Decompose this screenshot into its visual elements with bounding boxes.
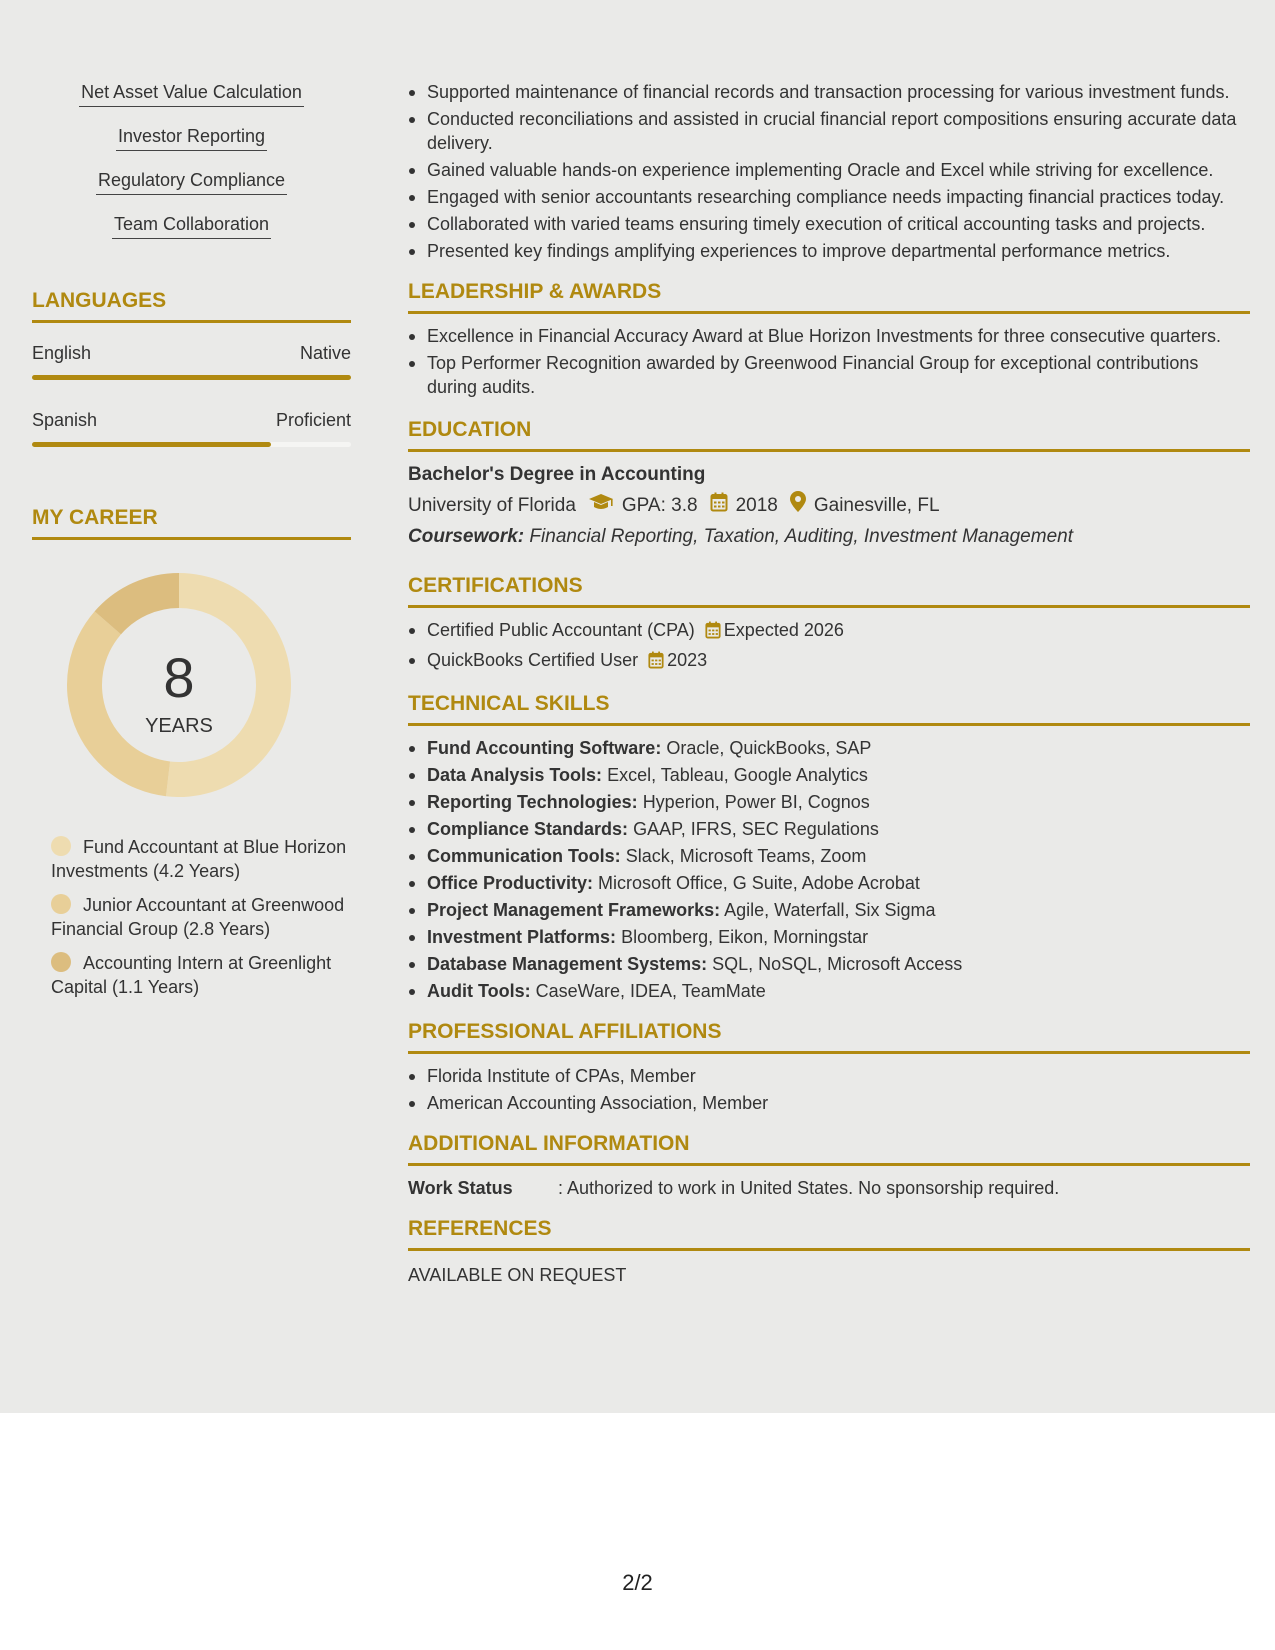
- technical-skills-section: [408, 691, 1250, 1003]
- technical-skill-value: SQL, NoSQL, Microsoft Access: [712, 954, 963, 974]
- skill-item: Net Asset Value Calculation: [79, 80, 304, 107]
- legend-dot-icon: [51, 836, 71, 856]
- language-item: [32, 343, 351, 380]
- language-row: [32, 410, 351, 431]
- skill-row: [32, 80, 351, 124]
- award-item: Excellence in Financial Accuracy Award at Blue Horizon Investments for three consecutive quarters.: [427, 324, 1250, 348]
- career-legend-item: [32, 951, 351, 999]
- certification-name: QuickBooks Certified User: [427, 650, 639, 670]
- affiliation-item: American Accounting Association, Member: [427, 1091, 1250, 1115]
- language-level-fill: [32, 442, 271, 447]
- technical-skill-value: Microsoft Office, G Suite, Adobe Acrobat: [598, 873, 920, 893]
- certification-date: 2023: [667, 650, 708, 670]
- certification-item: [427, 648, 1250, 675]
- leadership-section: [408, 279, 1250, 399]
- coursework-label: Coursework:: [408, 526, 525, 547]
- school-location: Gainesville, FL: [813, 495, 940, 516]
- graduation-cap-icon: [588, 492, 614, 520]
- language-level: Native: [299, 343, 351, 363]
- technical-skill-label: Fund Accounting Software:: [427, 738, 662, 758]
- technical-skills-list: [408, 736, 1250, 1003]
- career-section: [32, 505, 351, 999]
- skill-row: [32, 212, 351, 256]
- technical-skill-item: [427, 763, 1250, 787]
- language-name: English: [32, 343, 92, 363]
- work-status-value: : Authorized to work in United States. No sponsorship required.: [558, 1178, 1060, 1198]
- career-legend: [32, 835, 351, 999]
- technical-skill-value: Hyperion, Power BI, Cognos: [642, 792, 870, 812]
- additional-info-heading: ADDITIONAL INFORMATION: [408, 1131, 1250, 1166]
- certifications-heading: CERTIFICATIONS: [408, 573, 1250, 608]
- page-number: 2/2: [622, 1570, 653, 1595]
- career-total-years: 8: [163, 646, 195, 709]
- technical-skill-item: [427, 817, 1250, 841]
- technical-skill-item: [427, 871, 1250, 895]
- career-heading: MY CAREER: [32, 505, 351, 540]
- left-column: [32, 80, 351, 1009]
- legend-dot-icon: [51, 894, 71, 914]
- references-heading: REFERENCES: [408, 1216, 1250, 1251]
- location-pin-icon: [790, 491, 806, 521]
- right-column: [408, 80, 1250, 1287]
- language-level-bar: [32, 375, 351, 380]
- education-details: [408, 491, 1250, 521]
- calendar-icon: [710, 492, 728, 521]
- technical-skill-label: Data Analysis Tools:: [427, 765, 603, 785]
- experience-bullet: Supported maintenance of financial records and transaction processing for various investment funds.: [427, 80, 1250, 104]
- technical-skill-value: Agile, Waterfall, Six Sigma: [724, 900, 936, 920]
- technical-skill-item: [427, 790, 1250, 814]
- languages-section: [32, 288, 351, 447]
- technical-skill-value: Slack, Microsoft Teams, Zoom: [625, 846, 867, 866]
- references-section: [408, 1216, 1250, 1287]
- career-donut-slice: [67, 611, 170, 796]
- technical-skill-value: GAAP, IFRS, SEC Regulations: [633, 819, 879, 839]
- technical-skill-item: [427, 736, 1250, 760]
- work-status: [408, 1176, 1250, 1200]
- experience-bullets: [408, 80, 1250, 263]
- technical-skill-value: CaseWare, IDEA, TeamMate: [535, 981, 766, 1001]
- affiliation-item: Florida Institute of CPAs, Member: [427, 1064, 1250, 1088]
- language-item: [32, 410, 351, 447]
- work-status-label: Work Status: [408, 1178, 513, 1198]
- additional-info-section: [408, 1131, 1250, 1200]
- award-item: Top Performer Recognition awarded by Greenwood Financial Group for exceptional contributions during audits.: [427, 351, 1250, 399]
- skill-item: Team Collaboration: [112, 212, 271, 239]
- affiliations-list: [408, 1064, 1250, 1115]
- gpa: GPA: 3.8: [621, 495, 698, 516]
- certifications-list: [408, 618, 1250, 675]
- career-legend-item: [32, 893, 351, 941]
- affiliations-section: [408, 1019, 1250, 1115]
- certification-date: Expected 2026: [723, 620, 844, 640]
- coursework-list: Financial Reporting, Taxation, Auditing, Investment Management: [529, 526, 1073, 547]
- technical-skill-item: [427, 898, 1250, 922]
- certification-name: Certified Public Accountant (CPA): [427, 620, 695, 640]
- technical-skill-label: Reporting Technologies:: [427, 792, 638, 812]
- experience-bullet: Gained valuable hands-on experience implementing Oracle and Excel while striving for excellence.: [427, 158, 1250, 182]
- education-heading: EDUCATION: [408, 417, 1250, 452]
- school-name: University of Florida: [408, 495, 576, 516]
- career-legend-label: Fund Accountant at Blue Horizon Investments (4.2 Years): [51, 837, 347, 881]
- skill-item: Regulatory Compliance: [96, 168, 287, 195]
- degree-title: Bachelor's Degree in Accounting: [408, 464, 706, 485]
- experience-bullet: Conducted reconciliations and assisted in crucial financial report compositions ensuring accurate data delivery.: [427, 107, 1250, 155]
- technical-skill-value: Bloomberg, Eikon, Morningstar: [621, 927, 869, 947]
- technical-skill-label: Project Management Frameworks:: [427, 900, 721, 920]
- languages-heading: LANGUAGES: [32, 288, 351, 323]
- education-section: [408, 417, 1250, 551]
- technical-skill-item: [427, 979, 1250, 1003]
- technical-skill-item: [427, 925, 1250, 949]
- language-level: Proficient: [275, 410, 351, 430]
- calendar-icon: [705, 621, 721, 645]
- certification-item: [427, 618, 1250, 645]
- affiliations-heading: PROFESSIONAL AFFILIATIONS: [408, 1019, 1250, 1054]
- leadership-heading: LEADERSHIP & AWARDS: [408, 279, 1250, 314]
- calendar-icon: [648, 651, 664, 675]
- coursework: [408, 523, 1250, 551]
- technical-skill-value: Excel, Tableau, Google Analytics: [607, 765, 868, 785]
- technical-skill-label: Investment Platforms:: [427, 927, 617, 947]
- references-text: AVAILABLE ON REQUEST: [408, 1265, 627, 1285]
- skill-row: [32, 168, 351, 212]
- skill-item: Investor Reporting: [116, 124, 267, 151]
- technical-skill-label: Compliance Standards:: [427, 819, 629, 839]
- legend-dot-icon: [51, 952, 71, 972]
- experience-bullet: Presented key findings amplifying experiences to improve departmental performance metrics.: [427, 239, 1250, 263]
- certifications-section: [408, 573, 1250, 675]
- technical-skill-label: Communication Tools:: [427, 846, 621, 866]
- leadership-list: [408, 324, 1250, 399]
- career-donut-chart: [32, 560, 351, 810]
- experience-bullet: Engaged with senior accountants researching compliance needs impacting financial practices today.: [427, 185, 1250, 209]
- career-legend-label: Junior Accountant at Greenwood Financial Group (2.8 Years): [51, 895, 345, 939]
- skill-list: [32, 80, 351, 256]
- technical-skill-label: Office Productivity:: [427, 873, 594, 893]
- technical-skill-item: [427, 952, 1250, 976]
- language-level-fill: [32, 375, 351, 380]
- technical-skill-item: [427, 844, 1250, 868]
- graduation-year: 2018: [735, 495, 778, 516]
- technical-skills-heading: TECHNICAL SKILLS: [408, 691, 1250, 726]
- technical-skill-label: Audit Tools:: [427, 981, 531, 1001]
- skill-row: [32, 124, 351, 168]
- technical-skill-value: Oracle, QuickBooks, SAP: [666, 738, 872, 758]
- experience-bullet: Collaborated with varied teams ensuring timely execution of critical accounting tasks and projects.: [427, 212, 1250, 236]
- language-name: Spanish: [32, 410, 98, 430]
- career-legend-item: [32, 835, 351, 883]
- language-row: [32, 343, 351, 364]
- language-list: [32, 343, 351, 447]
- career-legend-label: Accounting Intern at Greenlight Capital (1.1 Years): [51, 953, 332, 997]
- career-years-unit: YEARS: [145, 715, 213, 737]
- technical-skill-label: Database Management Systems:: [427, 954, 708, 974]
- language-level-bar: [32, 442, 351, 447]
